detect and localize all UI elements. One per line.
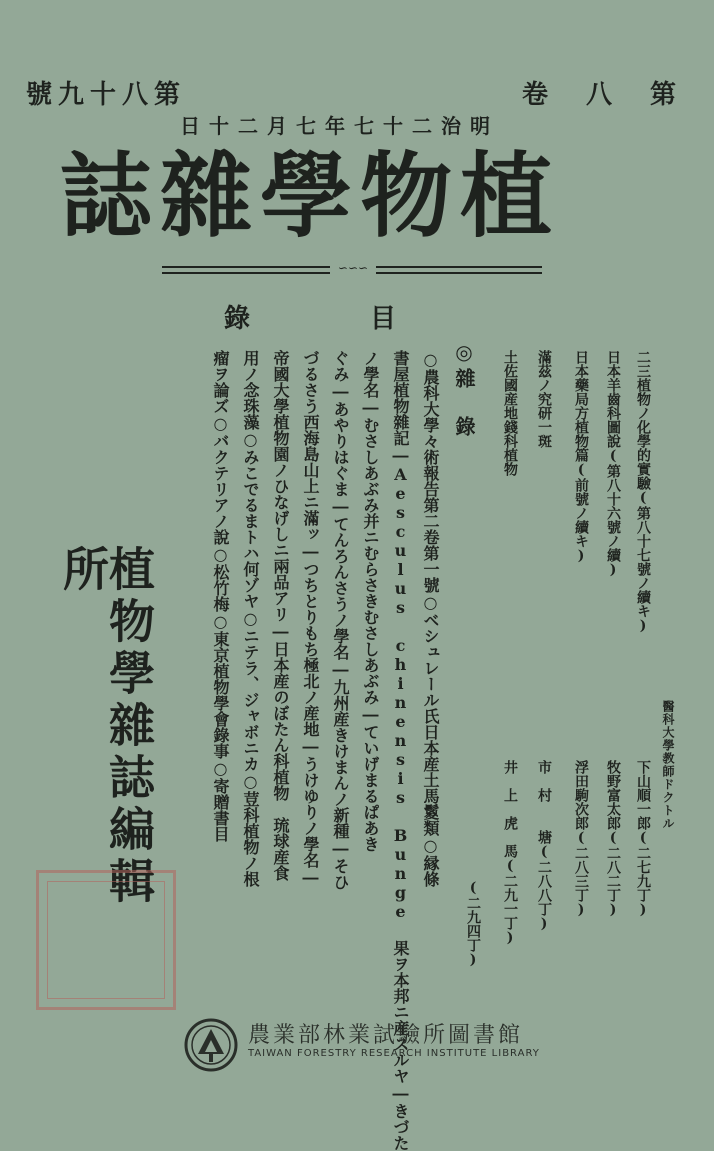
toc-heading: 錄目 [224, 304, 517, 334]
article-2-title: 日本羊齒科圖說(第八十六號ノ續) [605, 350, 621, 578]
magazine-title: 誌雜學物植 [60, 142, 561, 250]
misc-line-8: 瘤ヲ論ズ○バクテリアノ說○松竹梅○東京植物學會錄事○寄贈書目 [211, 350, 230, 842]
misc-page-ref: (二九四丁) [465, 880, 481, 968]
article-2-author: 牧野富太郎(二八二丁) [605, 760, 621, 918]
misc-line-5: づるさう西海島山上ニ滿ッ―つちとりもち極北ノ産地―うけゆりノ學名― [301, 350, 320, 887]
library-name: 農業部林業試驗所圖書館 [248, 1023, 524, 1048]
misc-line-4: ぐみ―あやりはぐま―てんろんさうノ學名―九州産きけまんノ新種―そひ [331, 350, 350, 890]
article-4-title: 滿茲ノ究研一斑 [536, 350, 552, 448]
misc-line-1: ○農科大學々術報告第二卷第一號○ベシュレール氏日本産土馬鬉類○縁條 [421, 350, 440, 887]
article-1-affiliation: 醫科大學教師ドクトル [661, 700, 675, 830]
misc-line-2: 書屋植物雜記―Aesculus chinensis Bunge 果ヲ本邦ニ産スルヤ―きづた [391, 350, 410, 1151]
misc-line-6: 帝國大學植物園ノひなげしニ兩品アリ―日本産のぼたん科植物 琉球産食 [271, 350, 290, 881]
library-name-english: TAIWAN FORESTRY RESEARCH INSTITUTE LIBRARY [248, 1048, 540, 1059]
article-1-author: 下山順一郎(二七九丁) [635, 760, 651, 918]
article-3-author: 浮田駒次郎(二八三丁) [573, 760, 589, 918]
article-5-author: 井 上 虎 馬(二九一丁) [502, 760, 518, 946]
publication-date: 日十二月七年七十二治明 [180, 114, 499, 138]
article-4-author: 市 村 塘(二八八丁) [536, 760, 552, 932]
library-stamp [36, 870, 176, 1010]
article-3-title: 日本藥局方植物篇(前號ノ續キ) [573, 350, 589, 564]
divider-ornament: ∽∽∽ [330, 262, 376, 274]
volume-number: 卷 八 第 [522, 80, 683, 110]
issue-number: 號九十八第 [26, 80, 187, 110]
misc-line-7: 用ノ念珠藻○みこでるまトハ何ゾヤ○ニテラ、ジャボニカ○荳科植物ノ根 [241, 350, 260, 887]
library-emblem-icon [184, 1018, 238, 1072]
misc-heading: ◎雜 錄 [452, 340, 476, 440]
misc-line-3: ノ學名―むさしあぶみ并ニむらさきむさしあぶみ―ていげまるぱあき [361, 350, 380, 852]
article-1-title: 二三植物ノ化學的實驗(第八十七號ノ續キ) [635, 350, 651, 634]
article-5-title: 土佐國産地錢科植物 [502, 350, 518, 476]
publisher-name: 植物學雜誌編輯所 [56, 545, 156, 909]
